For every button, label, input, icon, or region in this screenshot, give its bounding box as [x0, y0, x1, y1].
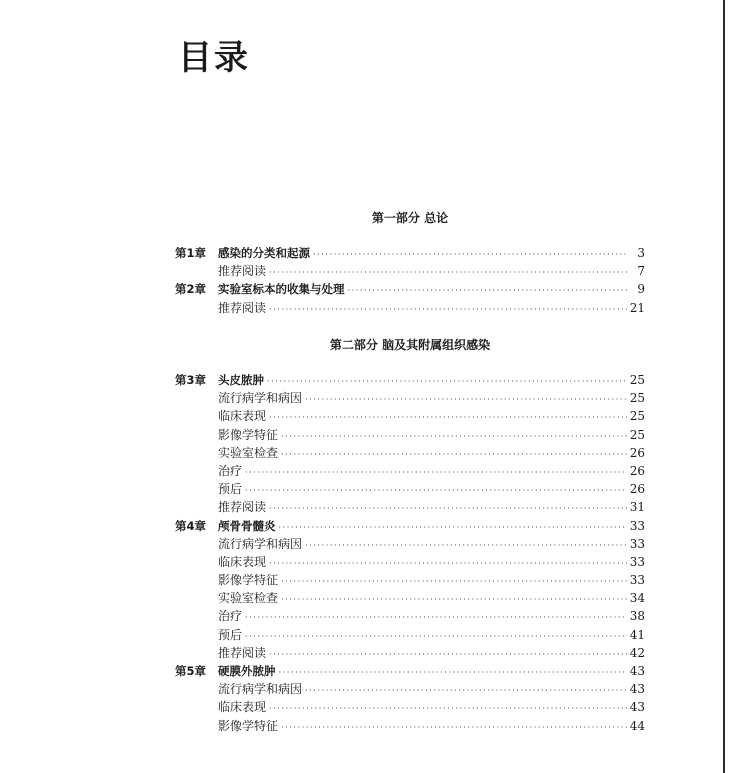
page-number: 9: [637, 282, 645, 297]
page-number: 42: [629, 645, 645, 660]
toc-section-entry[interactable]: [175, 535, 645, 553]
page-number: 43: [629, 682, 645, 697]
entry-title: 影像学特征: [218, 573, 279, 588]
dot-leader: [269, 646, 627, 664]
toc-section-entry[interactable]: [175, 299, 645, 317]
page-number: 31: [629, 500, 645, 515]
toc-section-entry[interactable]: [175, 462, 645, 480]
toc-part-1: [175, 244, 645, 317]
toc-section-entry[interactable]: [175, 389, 645, 407]
toc-section-entry[interactable]: [175, 717, 645, 735]
dot-leader: [245, 628, 627, 646]
toc-chapter-entry[interactable]: [175, 662, 645, 680]
entry-title: 推荐阅读: [218, 264, 267, 279]
chapter-number: 第4章: [175, 518, 207, 533]
toc-section-entry[interactable]: [175, 407, 645, 425]
page-number: 25: [629, 373, 645, 387]
page-number: 25: [629, 409, 645, 424]
page-number: 33: [629, 573, 645, 588]
page-number: 33: [629, 518, 645, 533]
entry-title: 推荐阅读: [218, 645, 267, 660]
toc-section-entry[interactable]: [175, 626, 645, 644]
dot-leader: [305, 391, 627, 409]
toc-section-entry[interactable]: [175, 571, 645, 589]
toc-section-entry[interactable]: [175, 680, 645, 698]
toc-section-entry[interactable]: [175, 589, 645, 607]
entry-title: 颅骨骨髓炎: [218, 518, 276, 533]
chapter-number: 第2章: [175, 282, 207, 297]
page-number: 26: [629, 482, 645, 497]
entry-title: 预后: [218, 627, 243, 642]
part-heading-2: 第二部分 脑及其附属组织感染: [329, 338, 491, 352]
entry-title: 实验室检查: [218, 445, 279, 460]
page-number: 33: [629, 536, 645, 551]
page-number: 25: [629, 391, 645, 406]
toc-section-entry[interactable]: [175, 262, 645, 280]
dot-leader: [305, 537, 627, 555]
entry-title: 硬膜外脓肿: [218, 664, 276, 678]
dot-leader: [348, 282, 629, 300]
dot-leader: [269, 409, 627, 427]
toc-section-entry[interactable]: [175, 480, 645, 498]
dot-leader: [313, 246, 628, 264]
dot-leader: [269, 555, 627, 573]
page-number: 44: [629, 718, 645, 733]
chapter-number: 第1章: [175, 246, 207, 260]
entry-title: 流行病学和病因: [218, 391, 303, 406]
dot-leader: [281, 591, 627, 609]
dot-leader: [245, 609, 627, 627]
toc-chapter-entry[interactable]: [175, 244, 645, 262]
entry-title: 临床表现: [218, 700, 267, 715]
page-number: 26: [629, 463, 645, 478]
page-number: 38: [629, 609, 645, 624]
entry-title: 推荐阅读: [218, 500, 267, 515]
toc-section-entry[interactable]: [175, 644, 645, 662]
toc-part-2: [175, 371, 645, 735]
entry-title: 临床表现: [218, 554, 267, 569]
chapter-number: 第5章: [175, 664, 207, 678]
entry-title: 流行病学和病因: [218, 536, 303, 551]
dot-leader: [245, 464, 627, 482]
dot-leader: [281, 573, 627, 591]
dot-leader: [245, 482, 627, 500]
entry-title: 推荐阅读: [218, 300, 267, 315]
entry-title: 临床表现: [218, 409, 267, 424]
dot-leader: [281, 719, 627, 737]
page-edge-divider: [723, 0, 725, 773]
dot-leader: [279, 519, 627, 537]
entry-title: 头皮脓肿: [218, 373, 264, 387]
entry-title: 实验室检查: [218, 591, 279, 606]
dot-leader: [267, 373, 627, 391]
page-number: 43: [629, 664, 645, 678]
entry-title: 影像学特征: [218, 427, 279, 442]
page-number: 41: [629, 627, 645, 642]
dot-leader: [269, 700, 627, 718]
entry-title: 预后: [218, 482, 243, 497]
page-number: 21: [629, 300, 645, 315]
toc-section-entry[interactable]: [175, 553, 645, 571]
chapter-number: 第3章: [175, 373, 207, 387]
dot-leader: [279, 664, 627, 682]
dot-leader: [269, 500, 627, 518]
entry-title: 治疗: [218, 463, 243, 478]
dot-leader: [281, 446, 627, 464]
dot-leader: [269, 301, 627, 319]
page-title: 目录: [178, 38, 250, 78]
toc-chapter-entry[interactable]: [175, 280, 645, 298]
page-number: 33: [629, 554, 645, 569]
toc-chapter-entry[interactable]: [175, 371, 645, 389]
toc-section-entry[interactable]: [175, 698, 645, 716]
dot-leader: [305, 682, 627, 700]
entry-title: 感染的分类和起源: [218, 246, 310, 260]
toc-section-entry[interactable]: [175, 498, 645, 516]
dot-leader: [281, 428, 627, 446]
toc-section-entry[interactable]: [175, 607, 645, 625]
toc-section-entry[interactable]: [175, 426, 645, 444]
page-number: 25: [629, 427, 645, 442]
page-number: 3: [637, 246, 645, 260]
entry-title: 治疗: [218, 609, 243, 624]
part-heading-1: 第一部分 总论: [371, 211, 449, 225]
entry-title: 流行病学和病因: [218, 682, 303, 697]
page-number: 7: [637, 264, 645, 279]
entry-title: 实验室标本的收集与处理: [218, 282, 345, 297]
toc-chapter-entry[interactable]: [175, 517, 645, 535]
page-number: 43: [629, 700, 645, 715]
page-number: 26: [629, 445, 645, 460]
page-number: 34: [629, 591, 645, 606]
entry-title: 影像学特征: [218, 718, 279, 733]
toc-section-entry[interactable]: [175, 444, 645, 462]
